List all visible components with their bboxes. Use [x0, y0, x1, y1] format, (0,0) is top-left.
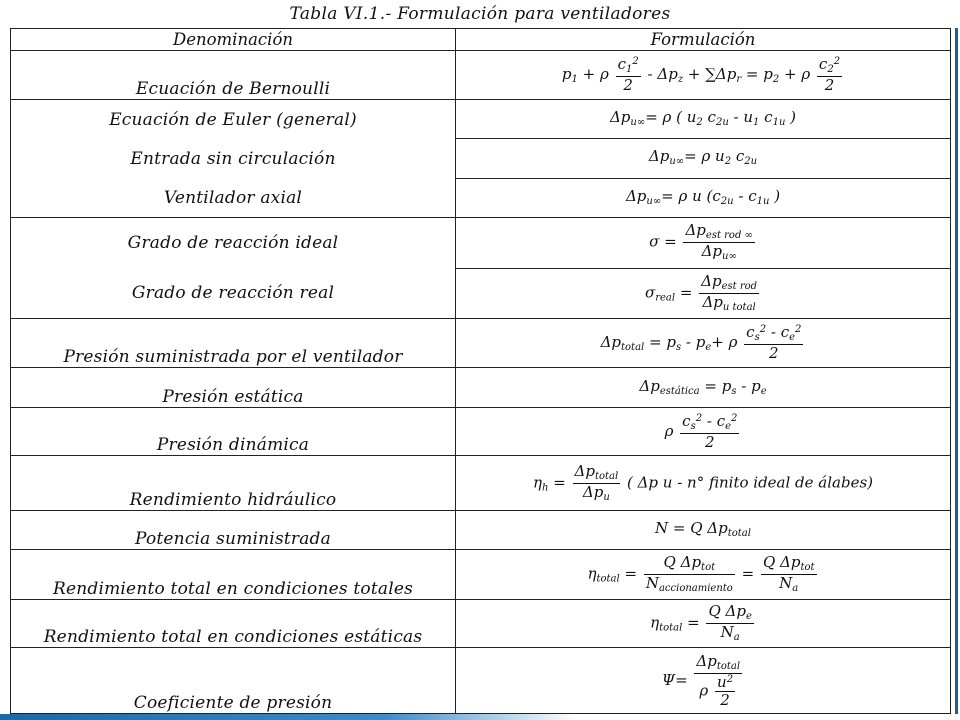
rend-hid-note: ( Δp u - n° finito ideal de álabes): [626, 473, 874, 491]
formula-grado-real: $\sigma_{real}$ = $\frac{\Delta p_{est rod}}{\Delta p_{u total}}$: [456, 268, 951, 319]
formula-coef-pres: Ψ= $\Delta p_{total}$ ρ $\frac{u^2}{2}$: [456, 648, 951, 714]
formula-entrada: $\Delta p_{u\infty}= \rho$ $u_2$ $c_{2u}$: [456, 139, 951, 178]
row-name-rend-tot: Rendimiento total en condiciones totales: [11, 550, 456, 600]
formula-presion-sum: $\Delta p_{total} = p_s - p_e+ \rho$ $\frac{c_s^2 - c_e^2}{2}$: [456, 319, 951, 368]
row-name-potencia: Potencia suministrada: [11, 511, 456, 550]
formula-euler: $\Delta p_{u\infty}= \rho$ ( $u_2$ $c_{2u} - u_1$ $c_{1u}$ ): [456, 100, 951, 139]
row-name-euler: Ecuación de Euler (general): [109, 109, 357, 130]
row-name-grado-group: [11, 218, 456, 319]
formula-presion-est: $\Delta p_{estática} = p_s - p_e$: [456, 368, 951, 408]
table-row: [11, 100, 951, 139]
row-name-coef-pres: Coeficiente de presión: [11, 648, 456, 714]
formula-table: [10, 28, 951, 714]
header-name: Denominación: [11, 29, 456, 51]
row-name-rend-est: Rendimiento total en condiciones estáticas: [11, 600, 456, 648]
table-row: [11, 319, 951, 368]
table-row: [11, 600, 951, 648]
formula-rend-hid: $\eta_h$ = $\frac{\Delta p_{total}}{\Delta p_u}$ ( Δp u - n° finito ideal de álabes): [456, 456, 951, 511]
row-name-axial: Ventilador axial: [163, 187, 303, 208]
row-name-presion-din: Presión dinámica: [11, 408, 456, 456]
row-name-euler-group: [11, 100, 456, 218]
header-formula: Formulación: [456, 29, 951, 51]
table-row: [11, 368, 951, 408]
table-row: [11, 408, 951, 456]
formula-rend-est: $\eta_{total}$ = $\frac{Q \Delta p_e}{N_a}$: [456, 600, 951, 648]
footer-accent-bar: [0, 714, 960, 720]
row-name-grado-real: Grado de reacción real: [131, 283, 335, 303]
table-header-row: [11, 29, 951, 51]
row-name-presion-est: Presión estática: [11, 368, 456, 408]
formula-bernoulli: $p_1 + \rho$ $\frac{c_1^2}{2}$ - $\Delta p_z + \sum\Delta p_r = p_2 + \rho$ $\frac{c_2^2}{2}$: [456, 51, 951, 100]
row-name-grado-ideal: Grado de reacción ideal: [127, 233, 339, 253]
row-name-rend-hid: Rendimiento hidráulico: [11, 456, 456, 511]
table-row: [11, 456, 951, 511]
formula-axial: $\Delta p_{u\infty}= \rho$ u ($c_{2u} - c_{1u}$ ): [456, 178, 951, 217]
formula-grado-ideal: σ = $\frac{\Delta p_{est rod \infty}}{\Delta p_{u\infty}}$: [456, 218, 951, 269]
table-row: [11, 218, 951, 269]
row-name-bernoulli: Ecuación de Bernoulli: [11, 51, 456, 100]
formula-potencia: N = Q $\Delta p_{total}$: [456, 511, 951, 550]
table-row: [11, 51, 951, 100]
formula-rend-tot: $\eta_{total}$ = $\frac{Q \Delta p_{tot}}{N_{accionamiento}}$ = $\frac{Q \Delta p_{tot}}{N_a}$: [456, 550, 951, 600]
table-row: [11, 550, 951, 600]
formula-presion-din: ρ $\frac{c_s^2 - c_e^2}{2}$: [456, 408, 951, 456]
table-title: Tabla VI.1.- Formulación para ventiladores: [289, 4, 671, 24]
table-row: [11, 511, 951, 550]
table-row: [11, 648, 951, 714]
row-name-entrada: Entrada sin circulación: [130, 148, 336, 169]
right-accent-rule: [955, 28, 958, 714]
row-name-presion-sum: Presión suministrada por el ventilador: [11, 319, 456, 368]
